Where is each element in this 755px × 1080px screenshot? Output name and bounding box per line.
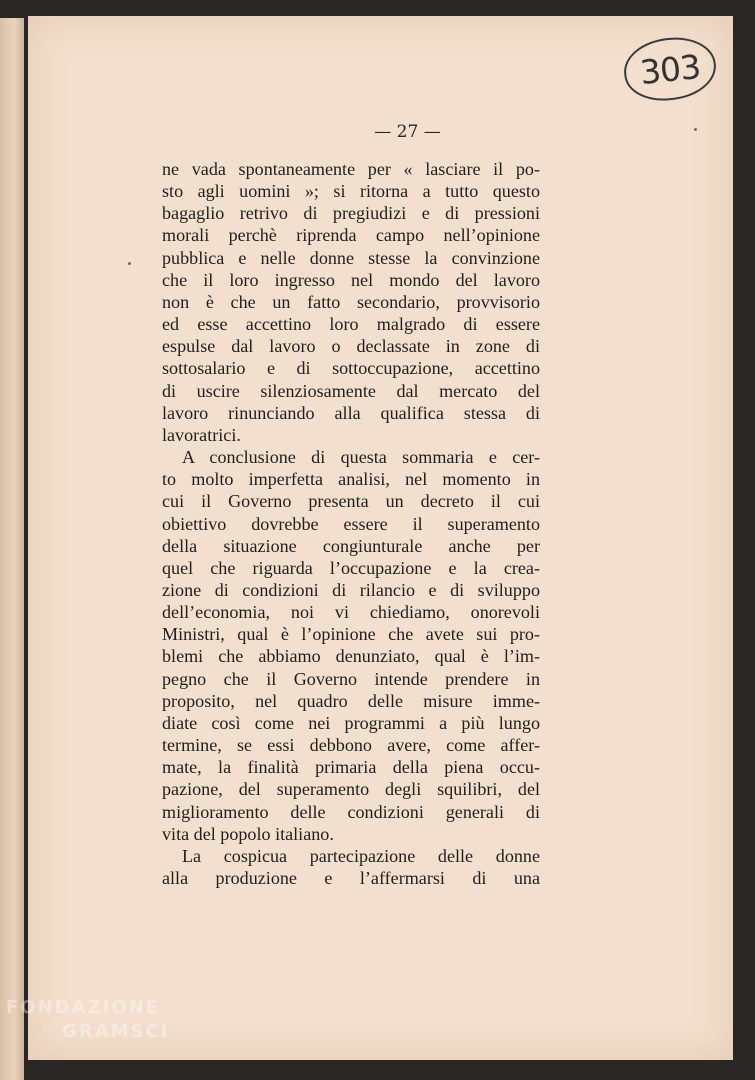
text-line: dell’economia, noi vi chiediamo, onorevoli (162, 602, 540, 623)
text-line: blemi che abbiamo denunziato, qual è l’im- (162, 646, 540, 667)
text-line: A conclusione di questa sommaria e cer- (182, 447, 540, 468)
text-line: che il loro ingresso nel mondo del lavoro (162, 269, 540, 290)
paper-speck (694, 128, 697, 131)
text-line: di uscire silenziosamente dal mercato del (162, 380, 540, 401)
body-text (162, 158, 540, 889)
text-line: non è che un fatto secondario, provvisorio (162, 291, 540, 312)
text-line: mate, la finalità primaria della piena occu- (162, 757, 540, 778)
text-line: morali perchè riprenda campo nell’opinione (162, 225, 540, 246)
text-line: sto agli uomini »; si ritorna a tutto questo (162, 181, 540, 202)
text-line: cui il Governo presenta un decreto il cui (162, 491, 540, 512)
text-line: Ministri, qual è l’opinione che avete sui pro- (162, 624, 540, 645)
text-line: sottosalario e di sottoccupazione, accettino (162, 358, 540, 379)
text-line: alla produzione e l’affermarsi di una (162, 868, 540, 888)
paper-speck (128, 262, 131, 265)
facing-page-edge (0, 18, 24, 1080)
text-line: espulse dal lavoro o declassate in zone di (162, 336, 540, 357)
text-line: ed esse accettino loro malgrado di essere (162, 314, 540, 335)
text-line: termine, se essi debbono avere, come affer- (162, 735, 540, 756)
watermark-line-1: FONDAZIONE (6, 997, 160, 1018)
text-line: to molto imperfetta analisi, nel momento in (162, 469, 540, 490)
page-number: — 27 — (374, 122, 441, 142)
text-line: pegno che il Governo intende prendere in (162, 668, 540, 689)
text-line: diate così come nei programmi a più lungo (162, 712, 540, 733)
archive-watermark (6, 996, 206, 1044)
text-line: zione di condizioni di rilancio e di sviluppo (162, 579, 540, 600)
text-line: La cospicua partecipazione delle donne (182, 845, 540, 866)
document-page (28, 16, 733, 1060)
text-line: lavoratrici. (162, 424, 241, 445)
text-line: pubblica e nelle donne stesse la convinzione (162, 247, 540, 268)
text-line: pazione, del superamento degli squilibri, del (162, 779, 540, 800)
text-line: quel che riguarda l’occupazione e la crea- (162, 557, 540, 578)
text-line: proposito, nel quadro delle misure imme- (162, 690, 540, 711)
text-line: ne vada spontaneamente per « lasciare il po- (162, 159, 540, 179)
text-line: bagaglio retrivo di pregiudizi e di pressioni (162, 203, 540, 224)
text-line: della situazione congiunturale anche per (162, 535, 540, 556)
watermark-line-2: GRAMSCI (62, 1021, 170, 1042)
text-line: vita del popolo italiano. (162, 823, 334, 844)
text-line: obiettivo dovrebbe essere il superamento (162, 513, 540, 534)
text-line: miglioramento delle condizioni generali di (162, 801, 540, 822)
text-line: lavoro rinunciando alla qualifica stessa di (162, 402, 540, 423)
archive-page-number: 303 (621, 33, 719, 104)
